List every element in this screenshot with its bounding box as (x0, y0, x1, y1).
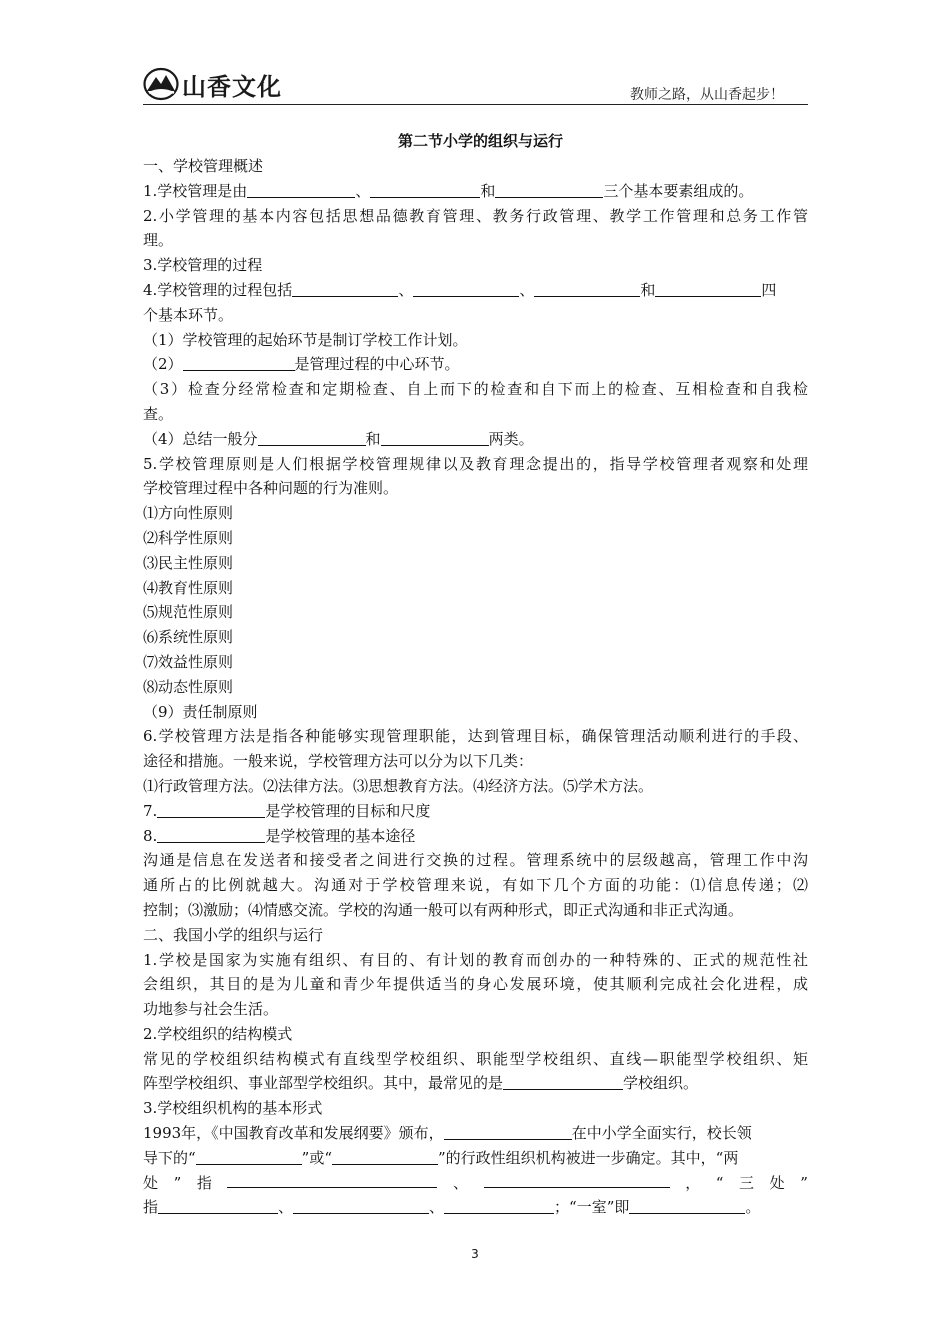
item-5-line-2: 学校管理过程中各种问题的行为准则。 (143, 479, 399, 498)
principle-list (143, 501, 808, 724)
list-item: ⑻动态性原则 (143, 677, 234, 696)
item-4-line-1: 4.学校管理的过程包括 、 、 和 四 (143, 280, 777, 299)
list-item: ⑶民主性原则 (143, 553, 234, 572)
item-6-line-1: 6.学校管理方法是指各种能够实现管理职能，达到管理目标，确保管理活动顺利进行的手段、 (143, 727, 808, 746)
communication-line-3: 控制；⑶激励；⑷情感交流。学校的沟通一般可以有两种形式，即正式沟通和非正式沟通。 (143, 900, 744, 919)
document-body (143, 128, 808, 1220)
item-4-2: （2） 是管理过程的中心环节。 (143, 355, 460, 374)
item-3: 3.学校管理的过程 (143, 256, 263, 275)
heading-1: 一、学校管理概述 (143, 157, 264, 175)
structure-heading: 2.学校组织的结构模式 (143, 1024, 293, 1043)
list-item: ⑹系统性原则 (143, 628, 234, 647)
page-header (143, 62, 808, 106)
school-def-line-3: 功地参与社会生活。 (143, 1000, 279, 1019)
mountain-logo-icon (143, 66, 179, 102)
section-title: 第二节小学的组织与运行 (397, 132, 563, 150)
item-6-line-3: ⑴行政管理方法。⑵法律方法。⑶思想教育方法。⑷经济方法。⑸学术方法。 (143, 776, 654, 795)
communication-line-1: 沟通是信息在发送者和接受者之间进行交换的过程。管理系统中的层级越高，管理工作中沟 (143, 851, 808, 870)
item-4-3-line-2: 查。 (143, 404, 174, 423)
item-5-line-1: 5.学校管理原则是人们根据学校管理规律以及教育理念提出的，指导学校管理者观察和处理 (143, 454, 808, 473)
org-line-4: 指 、 、 ；“一室”即 。 (143, 1198, 761, 1217)
item-4-3-line-1: （3）检查分经常检查和定期检查、自上而下的检查和自下而上的检查、互相检查和自我检 (143, 380, 808, 399)
heading-2: 二、我国小学的组织与运行 (143, 925, 324, 944)
org-heading: 3.学校组织机构的基本形式 (143, 1099, 323, 1118)
org-line-2: 导下的“ ”或“ ”的行政性组织机构被进一步确定。其中，“两 (143, 1148, 739, 1167)
item-1: 1.学校管理是由 、 和 三个基本要素组成的。 (143, 181, 754, 200)
page-number: 3 (471, 1247, 479, 1261)
item-4-line-2: 个基本环节。 (143, 305, 234, 324)
list-item: ⑴方向性原则 (143, 504, 234, 523)
item-6-line-2: 途径和措施。一般来说，学校管理方法可以分为以下几类： (143, 752, 534, 771)
item-7: 7. 是学校管理的目标和尺度 (143, 801, 431, 820)
item-2-line-1: 2.小学管理的基本内容包括思想品德教育管理、教务行政管理、教学工作管理和总务工作管 (143, 206, 808, 225)
list-item: ⑷教育性原则 (143, 578, 234, 597)
list-item: ⑵科学性原则 (143, 528, 234, 547)
list-item: ⑺效益性原则 (143, 652, 234, 671)
org-line-1: 1993年，《中国教育改革和发展纲要》颁布， 在中小学全面实行，校长领 (143, 1124, 752, 1143)
list-item: （9）责任制原则 (143, 702, 258, 721)
item-4-4: （4）总结一般分 和 两类。 (143, 429, 534, 448)
structure-line-1: 常见的学校组织结构模式有直线型学校组织、职能型学校组织、直线—职能型学校组织、矩 (143, 1049, 808, 1068)
structure-line-2: 阵型学校组织、事业部型学校组织。其中，最常见的是 学校组织。 (143, 1074, 699, 1093)
item-2-line-2: 理。 (143, 231, 174, 250)
school-def-line-2: 会组织，其目的是为儿童和青少年提供适当的身心发展环境，使其顺利完成社会化进程，成 (143, 975, 808, 994)
item-4-1: （1）学校管理的起始环节是制订学校工作计划。 (143, 330, 468, 349)
brand-logo (143, 66, 282, 102)
logo-text: 山香文化 (182, 72, 282, 101)
header-slogan: 教师之路，从山香起步！ (630, 87, 784, 103)
list-item: ⑸规范性原则 (143, 603, 234, 622)
org-line-3: 处 ” 指 、 ， “ 三 处 ” (143, 1171, 808, 1196)
item-8: 8. 是学校管理的基本途径 (143, 826, 416, 845)
school-def-line-1: 1.学校是国家为实施有组织、有目的、有计划的教育而创办的一种特殊的、正式的规范性社 (143, 950, 808, 969)
communication-line-2: 通所占的比例就越大。沟通对于学校管理来说，有如下几个方面的功能：⑴信息传递；⑵ (143, 876, 808, 895)
header-divider (143, 104, 808, 105)
